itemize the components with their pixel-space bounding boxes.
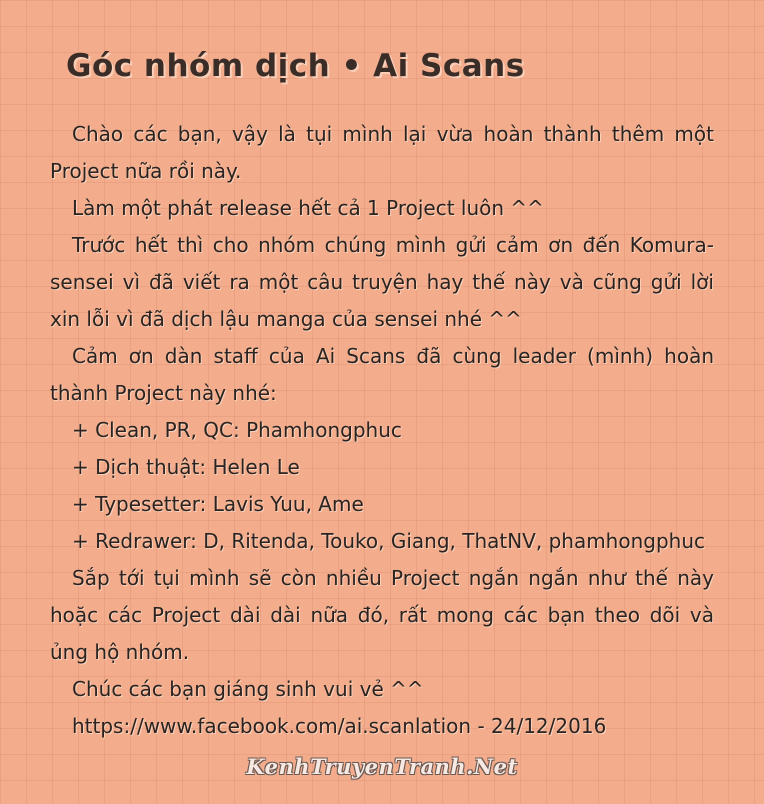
paragraph-thanks-staff: Cảm ơn dàn staff của Ai Scans đã cùng leader (mình) hoàn thành Project này nhé: [50,344,714,405]
message-body [50,116,714,745]
paragraph-upcoming: Sắp tới tụi mình sẽ còn nhiều Project ngắn ngắn như thế này hoặc các Project dài dài nữa đó, rất mong các bạn theo dõi và ủng hộ nhóm. [50,566,714,664]
paragraph-release: Làm một phát release hết cả 1 Project luôn ^^ [72,196,544,220]
paragraph-greeting: Chào các bạn, vậy là tụi mình lại vừa hoàn thành thêm một Project nữa rồi này. [50,122,714,183]
paragraph-thanks-author: Trước hết thì cho nhóm chúng mình gửi cảm ơn đến Komura-sensei vì đã viết ra một câu truyện hay thế này và cũng gửi lời xin lỗi vì đã dịch lậu manga của sensei nhé ^^ [50,233,714,331]
credit-item-typesetter: + Typesetter: Lavis Yuu, Ame [72,492,364,516]
credit-item-redrawer: + Redrawer: D, Ritenda, Touko, Giang, ThatNV, phamhongphuc [72,529,706,553]
credit-item-translation: + Dịch thuật: Helen Le [72,455,300,479]
staff-credits-list [50,412,714,560]
page-title: Góc nhóm dịch • Ai Scans [66,48,525,84]
paragraph-christmas: Chúc các bạn giáng sinh vui vẻ ^^ [72,677,424,701]
site-watermark: KenhTruyenTranh.Net [246,754,518,779]
credit-item-clean: + Clean, PR, QC: Phamhongphuc [72,418,402,442]
facebook-link-date: https://www.facebook.com/ai.scanlation - 24/12/2016 [72,714,607,738]
